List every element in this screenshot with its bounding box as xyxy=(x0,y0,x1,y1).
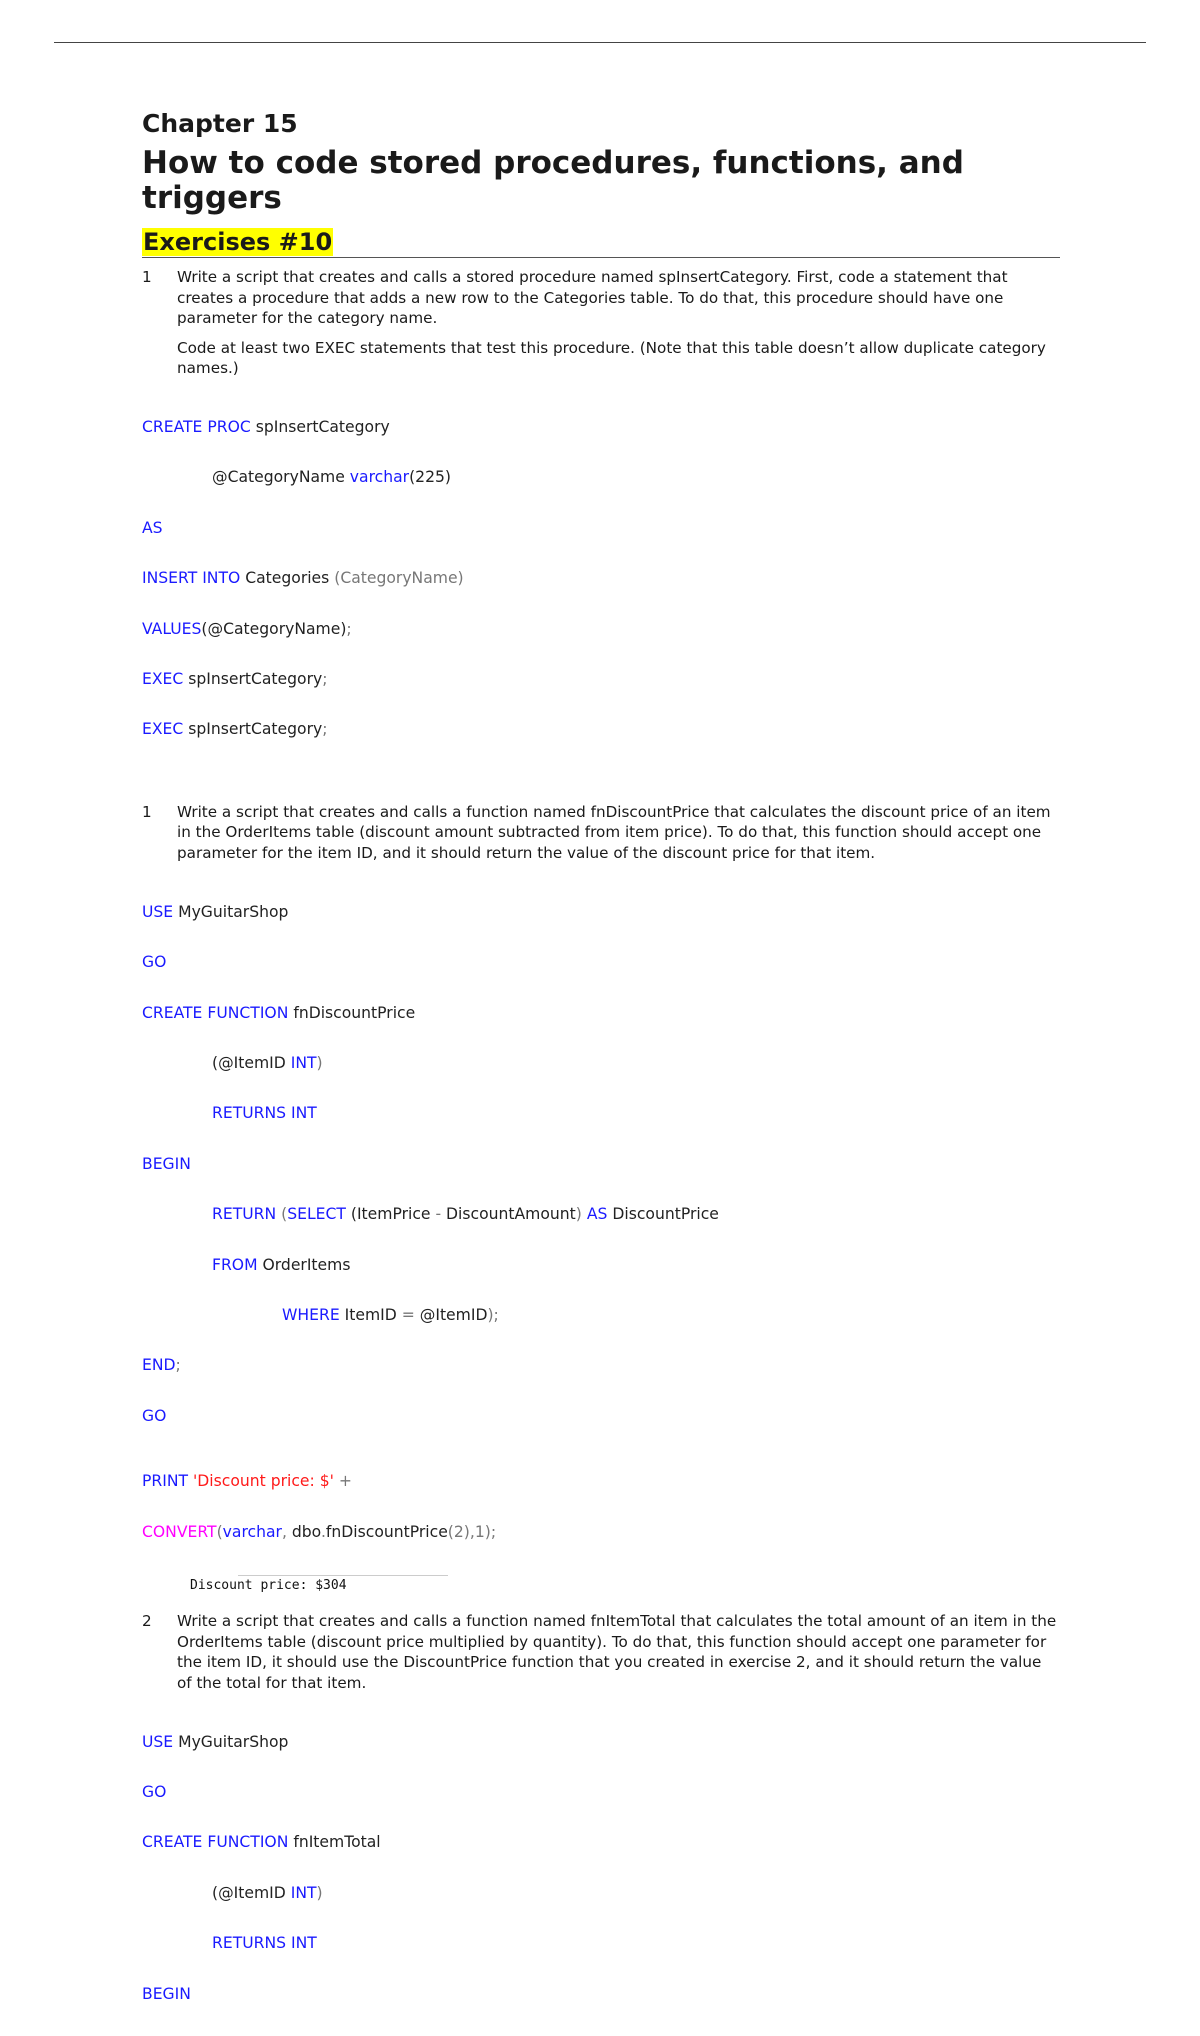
code-line: CREATE PROC spInsertCategory xyxy=(142,418,390,437)
document-body xyxy=(142,108,1060,2036)
exercise-item xyxy=(142,802,1060,864)
exercise-text: Write a script that creates and calls a function named fnDiscountPrice that calculates the discount price of an item in the OrderItems table (discount amount subtracted from item price). To do that, this function should accept one parameter for the item ID, and it should return the value of the discount price for that item. xyxy=(177,802,1051,862)
exercise-item xyxy=(142,267,1060,329)
exercise-number: 1 xyxy=(142,802,152,821)
code-line: CREATE FUNCTION fnItemTotal xyxy=(142,1833,381,1852)
code-line: BEGIN xyxy=(142,1154,191,1173)
exercise-text: Write a script that creates and calls a stored procedure named spInsertCategory. First, code a statement that creates a procedure that adds a new row to the Categories table. To do that, this procedure should have one parameter for the category name. xyxy=(177,268,1008,327)
code-line: INSERT INTO Categories (CategoryName) xyxy=(142,569,464,588)
page-top-rule xyxy=(54,42,1146,43)
code-line: CREATE FUNCTION fnDiscountPrice xyxy=(142,1003,416,1022)
code-line: VALUES(@CategoryName); xyxy=(142,619,352,638)
exercise-text: Write a script that creates and calls a function named fnItemTotal that calculates the total amount of an item in the OrderItems table (discount price multiplied by quantity). To do that, this function should accept one parameter for the item ID, it should use the DiscountPrice function that you created in exercise 2, and it should return the value of the total for that item. xyxy=(177,1612,1057,1692)
code-line: RETURNS INT xyxy=(212,1934,317,1953)
code-line: END; xyxy=(142,1356,181,1375)
code-line: AS xyxy=(142,518,163,537)
code-line: FROM OrderItems xyxy=(212,1255,351,1274)
exercises-heading: Exercises #10 xyxy=(143,228,333,256)
code-line: (@ItemID INT) xyxy=(212,1883,323,1902)
code-line: GO xyxy=(142,1406,167,1425)
code-block-2 xyxy=(142,870,1060,1574)
exercise-item xyxy=(142,1611,1060,1693)
code-line: GO xyxy=(142,953,167,972)
exercise-note: Code at least two EXEC statements that test this procedure. (Note that this table doesn’t allow duplicate category names.) xyxy=(177,338,1046,377)
code-line: @CategoryName varchar(225) xyxy=(212,468,452,487)
code-line: RETURN (SELECT (ItemPrice - DiscountAmount) AS DiscountPrice xyxy=(212,1205,719,1224)
code-line: EXEC spInsertCategory; xyxy=(142,670,328,689)
code-line: USE MyGuitarShop xyxy=(142,902,289,921)
code-line: USE MyGuitarShop xyxy=(142,1732,289,1751)
exercise-number: 2 xyxy=(142,1612,152,1630)
code-line: CONVERT(varchar, dbo.fnDiscountPrice(2),1); xyxy=(142,1522,497,1541)
exercise-number: 1 xyxy=(142,268,152,286)
chapter-label: Chapter 15 xyxy=(142,109,298,138)
code-block-3 xyxy=(142,1700,1060,2036)
code-block-1 xyxy=(142,386,1060,772)
code-line: (@ItemID INT) xyxy=(212,1054,323,1073)
code-line: GO xyxy=(142,1782,167,1801)
code-line: PRINT 'Discount price: $' + xyxy=(142,1472,352,1491)
code-line: WHERE ItemID = @ItemID); xyxy=(282,1306,499,1325)
code-line: BEGIN xyxy=(142,1984,191,2003)
code-line: EXEC spInsertCategory; xyxy=(142,720,328,739)
query-result-output: Discount price: $304 xyxy=(190,1577,1060,1595)
chapter-title: How to code stored procedures, functions, and triggers xyxy=(142,145,964,216)
code-line: RETURNS INT xyxy=(212,1104,317,1123)
exercises-heading-row xyxy=(142,228,1060,258)
